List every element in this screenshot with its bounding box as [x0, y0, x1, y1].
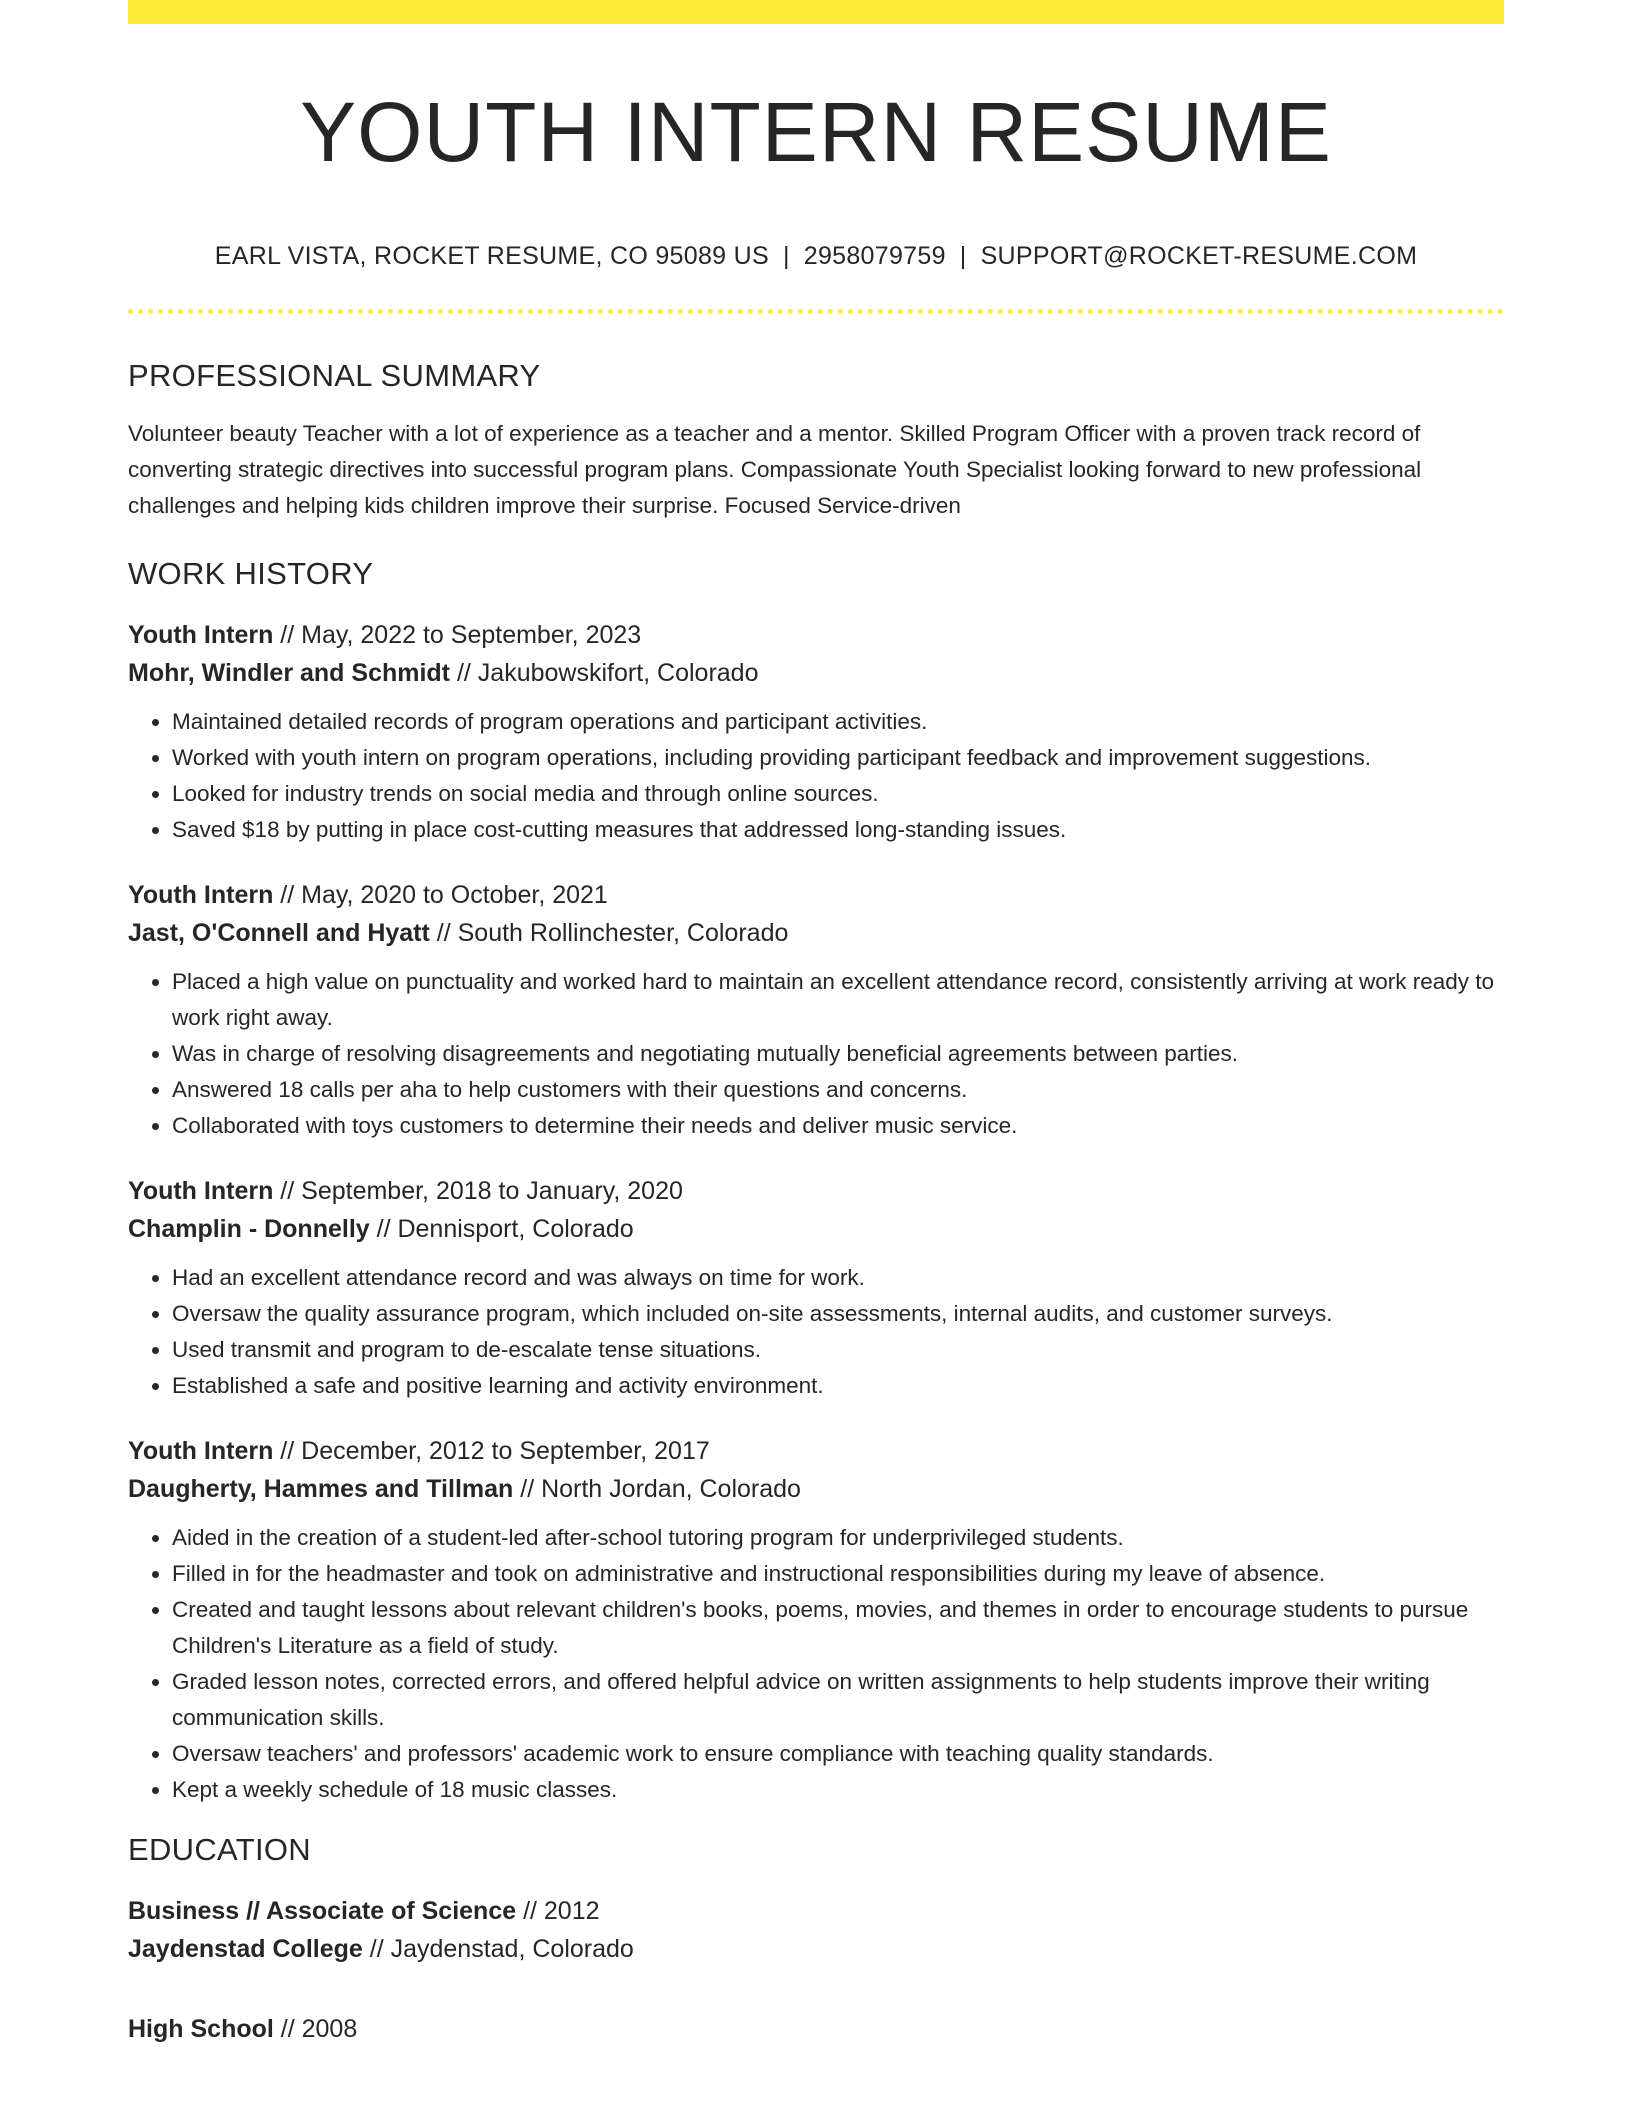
job-company: Champlin - Donnelly	[128, 1215, 370, 1243]
job-company-line	[128, 1210, 1504, 1248]
job-dates: // December, 2012 to September, 2017	[273, 1437, 710, 1465]
education-section	[128, 1832, 1504, 2048]
job-bullet: • Oversaw teachers' and professors' academic work to ensure compliance with teaching quality standards.	[172, 1736, 1504, 1772]
job-dates: // May, 2022 to September, 2023	[273, 621, 642, 649]
job-role: Youth Intern	[128, 1437, 274, 1465]
job-location: // South Rollinchester, Colorado	[429, 919, 789, 947]
job-title-line	[128, 1172, 1504, 1210]
summary-text: Volunteer beauty Teacher with a lot of experience as a teacher and a mentor. Skilled Program Officer with a proven track record of converting strategic directives into successful program plans. Compassionate Youth Specialist looking forward to new professional challenges and helping kids children improve their surprise. Focused Service-driven	[128, 421, 1422, 518]
job-location: // Jakubowskifort, Colorado	[450, 659, 759, 687]
resume-page	[128, 0, 1504, 2048]
contact-email: SUPPORT@ROCKET-RESUME.COM	[980, 242, 1418, 270]
contact-separator: |	[782, 242, 790, 270]
job-bullet: • Graded lesson notes, corrected errors, and offered helpful advice on written assignments to help students improve their writing communication skills.	[172, 1664, 1504, 1736]
education-degree: High School	[128, 2015, 274, 2043]
resume-title: YOUTH INTERN RESUME	[300, 85, 1332, 179]
job-role: Youth Intern	[128, 1177, 274, 1205]
job-bullets	[128, 1520, 1504, 1808]
education-degree-line	[128, 2010, 1504, 2048]
job-bullet: • Was in charge of resolving disagreements and negotiating mutually beneficial agreements between parties.	[172, 1036, 1504, 1072]
job-bullet: • Established a safe and positive learning and activity environment.	[172, 1368, 1504, 1404]
dotted-divider	[128, 309, 1504, 314]
education-entry	[128, 2010, 1504, 2048]
summary-section	[128, 358, 1504, 524]
accent-bar	[128, 0, 1504, 24]
education-school: Jaydenstad College	[128, 1935, 363, 1963]
job-company-line	[128, 1470, 1504, 1508]
job-bullet: • Answered 18 calls per aha to help customers with their questions and concerns.	[172, 1072, 1504, 1108]
education-year: // 2008	[273, 2015, 358, 2043]
job-bullets	[128, 704, 1504, 848]
job-bullet: • Used transmit and program to de-escalate tense situations.	[172, 1332, 1504, 1368]
job-bullet: • Aided in the creation of a student-led after-school tutoring program for underprivileged students.	[172, 1520, 1504, 1556]
job-entry	[128, 616, 1504, 848]
work-history-section	[128, 556, 1504, 1808]
job-company: Jast, O'Connell and Hyatt	[128, 919, 430, 947]
contact-line	[128, 242, 1504, 271]
job-title-line	[128, 876, 1504, 914]
job-company-line	[128, 914, 1504, 952]
job-bullets	[128, 964, 1504, 1144]
education-location: // Jaydenstad, Colorado	[362, 1935, 634, 1963]
education-degree-line	[128, 1892, 1504, 1930]
job-bullet: • Created and taught lessons about relevant children's books, poems, movies, and themes in order to encourage students to pursue Children's Literature as a field of study.	[172, 1592, 1504, 1664]
job-dates: // September, 2018 to January, 2020	[273, 1177, 683, 1205]
job-bullet: • Worked with youth intern on program operations, including providing participant feedback and improvement suggestions.	[172, 740, 1504, 776]
contact-phone: 2958079759	[803, 242, 946, 270]
job-role: Youth Intern	[128, 881, 274, 909]
job-role: Youth Intern	[128, 621, 274, 649]
job-entry	[128, 1432, 1504, 1808]
job-title-line	[128, 616, 1504, 654]
job-bullet: • Oversaw the quality assurance program, which included on-site assessments, internal audits, and customer surveys.	[172, 1296, 1504, 1332]
job-bullet: • Kept a weekly schedule of 18 music classes.	[172, 1772, 1504, 1808]
contact-address: EARL VISTA, ROCKET RESUME, CO 95089 US	[214, 242, 769, 270]
job-title-line	[128, 1432, 1504, 1470]
work-history-heading: WORK HISTORY	[128, 556, 374, 591]
job-company: Daugherty, Hammes and Tillman	[128, 1475, 514, 1503]
job-entry	[128, 876, 1504, 1144]
education-degree: Business // Associate of Science	[128, 1897, 517, 1925]
job-company: Mohr, Windler and Schmidt	[128, 659, 451, 687]
summary-heading: PROFESSIONAL SUMMARY	[128, 358, 541, 393]
job-company-line	[128, 654, 1504, 692]
job-bullet: • Collaborated with toys customers to determine their needs and deliver music service.	[172, 1108, 1504, 1144]
education-year: // 2012	[516, 1897, 600, 1925]
job-bullet: • Saved $18 by putting in place cost-cutting measures that addressed long-standing issues.	[172, 812, 1504, 848]
job-bullet: • Had an excellent attendance record and was always on time for work.	[172, 1260, 1504, 1296]
job-bullet: • Filled in for the headmaster and took on administrative and instructional responsibilities during my leave of absence.	[172, 1556, 1504, 1592]
job-dates: // May, 2020 to October, 2021	[273, 881, 608, 909]
job-bullet: • Placed a high value on punctuality and worked hard to maintain an excellent attendance record, consistently arriving at work ready to work right away.	[172, 964, 1504, 1036]
job-bullet: • Maintained detailed records of program operations and participant activities.	[172, 704, 1504, 740]
contact-separator: |	[959, 242, 967, 270]
job-bullets	[128, 1260, 1504, 1404]
job-location: // Dennisport, Colorado	[369, 1215, 634, 1243]
education-school-line	[128, 1930, 1504, 1968]
job-entry	[128, 1172, 1504, 1404]
job-bullet: • Looked for industry trends on social media and through online sources.	[172, 776, 1504, 812]
job-location: // North Jordan, Colorado	[513, 1475, 801, 1503]
education-heading: EDUCATION	[128, 1832, 311, 1867]
education-entry	[128, 1892, 1504, 1968]
